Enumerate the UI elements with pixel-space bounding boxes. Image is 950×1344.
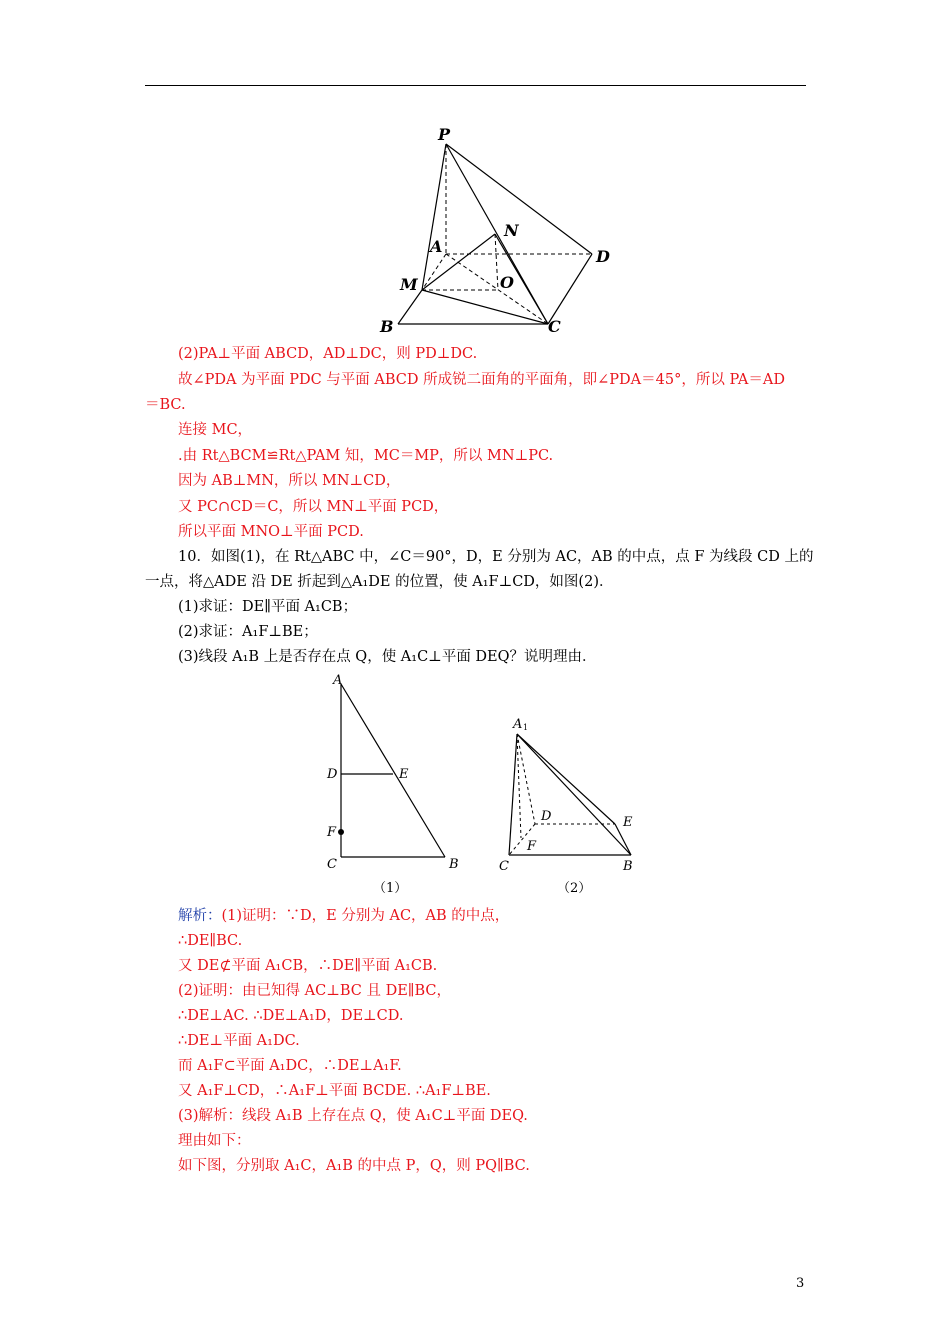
sol9-line-7: 又 PC∩CD＝C，所以 MN⊥平面 PCD， — [178, 499, 449, 515]
edge-NO — [495, 234, 498, 290]
sol10-line-3: 又 DE⊄平面 A₁CB，∴DE∥平面 A₁CB. — [178, 958, 438, 974]
sol10-line-8: 又 A₁F⊥CD，∴A₁F⊥平面 BCDE. ∴A₁F⊥BE. — [178, 1083, 491, 1099]
sol9-line-1: (2)PA⊥平面 ABCD，AD⊥DC，则 PD⊥DC. — [178, 346, 478, 362]
label-F: F — [527, 839, 537, 854]
sol10-line-2: ∴DE∥BC. — [178, 933, 243, 949]
label-E: E — [623, 815, 633, 830]
prob10-line-3: (1)求证：DE∥平面 A₁CB； — [178, 599, 358, 615]
prob10-line-1: 10．如图(1)，在 Rt△ABC 中，∠C＝90°，D，E 分别为 AC，AB 的中点，点 F 为线段 CD 上的 — [178, 549, 814, 565]
sol10-line-9: (3)解析：线段 A₁B 上存在点 Q，使 A₁C⊥平面 DEQ. — [178, 1108, 528, 1124]
prob10-line-4: (2)求证：A₁F⊥BE； — [178, 624, 318, 640]
solution-prefix: 解析： — [178, 908, 222, 924]
sol9-line-3: ＝BC. — [145, 397, 186, 413]
sol10-line-4: (2)证明：由已知得 AC⊥BC 且 DE∥BC， — [178, 983, 452, 999]
point-F — [338, 829, 344, 835]
label-C: C — [327, 857, 337, 872]
label-A1: A — [513, 717, 523, 732]
edge-PD — [446, 144, 592, 254]
label-O: O — [500, 273, 514, 292]
caption-2: （2） — [557, 881, 592, 896]
pyramid-figure — [370, 120, 630, 340]
label-B: B — [623, 859, 633, 874]
sol10-line-7: 而 A₁F⊂平面 A₁DC，∴DE⊥A₁F. — [178, 1058, 402, 1074]
edge-MC — [422, 290, 548, 324]
sol10-line-6: ∴DE⊥平面 A₁DC. — [178, 1033, 300, 1049]
label-A: A — [430, 237, 443, 256]
label-P: P — [438, 125, 451, 144]
triangle-figure-1 — [315, 670, 475, 900]
edge-BM — [398, 290, 422, 324]
sol10-line-10: 理由如下： — [178, 1133, 251, 1149]
sol9-line-5: .由 Rt△BCM≌Rt△PAM 知，MC＝MP，所以 MN⊥PC. — [178, 448, 554, 464]
sol10-line-11: 如下图，分别取 A₁C，A₁B 的中点 P，Q，则 PQ∥BC. — [178, 1158, 530, 1174]
folded-figure-2 — [495, 710, 655, 900]
label-N: N — [504, 221, 519, 240]
edge-PM — [422, 144, 446, 290]
label-D: D — [541, 809, 552, 824]
sol9-line-8: 所以平面 MNO⊥平面 PCD. — [178, 524, 364, 540]
label-E: E — [399, 767, 409, 782]
label-C: C — [499, 859, 509, 874]
prob10-line-2: 一点，将△ADE 沿 DE 折起到△A₁DE 的位置，使 A₁F⊥CD，如图(2)． — [145, 574, 614, 590]
caption-1: （1） — [373, 881, 408, 896]
edge-AM — [422, 254, 446, 290]
label-B: B — [449, 857, 459, 872]
label-M: M — [400, 275, 418, 294]
sol9-line-6: 因为 AB⊥MN，所以 MN⊥CD， — [178, 473, 401, 489]
sol9-line-4: 连接 MC， — [178, 422, 253, 438]
label-B: B — [380, 317, 394, 336]
header-rule — [145, 85, 806, 86]
label-D: D — [327, 767, 338, 782]
sol10-line-5: ∴DE⊥AC. ∴DE⊥A₁D，DE⊥CD. — [178, 1008, 404, 1024]
sol10-line-1 — [178, 906, 509, 926]
label-D: D — [596, 247, 610, 266]
sol10-line-1-text: (1)证明：∵D，E 分别为 AC，AB 的中点， — [221, 908, 510, 924]
label-A: A — [333, 673, 343, 688]
edge-CD — [548, 254, 592, 324]
label-C: C — [548, 317, 561, 336]
label-F: F — [327, 825, 337, 840]
label-A1-subscript: 1 — [523, 723, 529, 732]
prob10-line-5: (3)线段 A₁B 上是否存在点 Q，使 A₁C⊥平面 DEQ？说明理由． — [178, 649, 597, 665]
page-number: 3 — [796, 1276, 805, 1291]
sol9-line-2: 故∠PDA 为平面 PDC 与平面 ABCD 所成锐二面角的平面角，即∠PDA＝45°，所以 PA＝AD — [178, 372, 785, 388]
